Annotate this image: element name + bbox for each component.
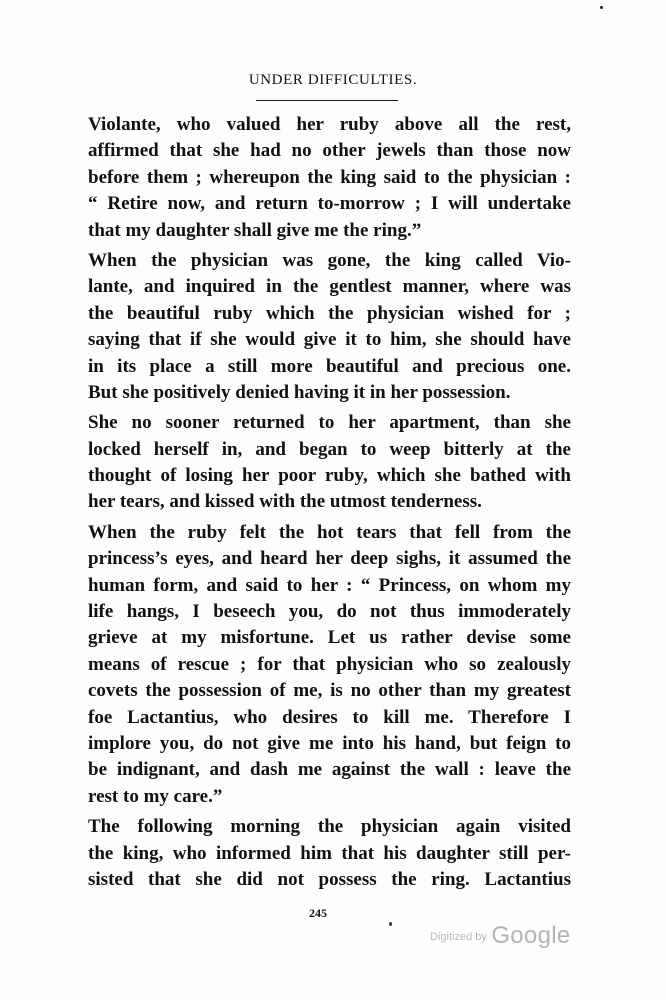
text-line: She no sooner returned to her apartment, than she [88, 412, 571, 434]
text-line: “ Retire now, and return to-morrow ; I will undertake [88, 193, 571, 215]
ink-speck [600, 6, 603, 9]
text-line: before them ; whereupon the king said to the physician : [88, 166, 571, 188]
text-line: be indignant, and dash me against the wall : leave the [88, 759, 571, 781]
text-line: locked herself in, and began to weep bitterly at the [88, 438, 571, 460]
body-text [88, 112, 571, 893]
text-line: the king, who informed him that his daughter still per- [88, 842, 571, 864]
text-line: lante, and inquired in the gentlest manner, where was [88, 276, 571, 298]
text-line: When the ruby felt the hot tears that fell from the [88, 521, 571, 543]
text-line: affirmed that she had no other jewels than those now [88, 140, 571, 162]
text-line: sisted that she did not possess the ring. Lactantius [88, 868, 571, 890]
paragraph [88, 248, 571, 406]
text-line: human form, and said to her : “ Princess, on whom my [88, 574, 571, 596]
paragraph [88, 814, 571, 893]
text-line: the beautiful ruby which the physician wished for ; [88, 302, 571, 324]
text-line: princess’s eyes, and heard her deep sighs, it assumed the [88, 548, 571, 570]
header-rule [256, 100, 398, 101]
text-line: When the physician was gone, the king called Vio- [88, 249, 571, 271]
text-line: in its place a still more beautiful and precious one. [88, 355, 571, 377]
digitized-watermark [430, 922, 571, 950]
text-line: means of rescue ; for that physician who so zealously [88, 653, 571, 675]
text-line: grieve at my misfortune. Let us rather devise some [88, 627, 571, 649]
text-line: that my daughter shall give me the ring.” [88, 219, 422, 241]
text-line: rest to my care.” [88, 785, 223, 807]
text-line: thought of losing her poor ruby, which she bathed with [88, 465, 571, 487]
text-line: covets the possession of me, is no other than my greatest [88, 680, 571, 702]
paragraph [88, 520, 571, 810]
text-line: But she positively denied having it in her possession. [88, 381, 511, 403]
text-line: Violante, who valued her ruby above all the rest, [88, 114, 571, 135]
watermark-prefix: Digitized by [430, 931, 487, 943]
text-line: The following morning the physician again visited [88, 816, 571, 838]
text-line: her tears, and kissed with the utmost tenderness. [88, 491, 482, 513]
watermark-brand: Google [491, 922, 571, 949]
text-line: foe Lactantius, who desires to kill me. Therefore I [88, 706, 571, 728]
text-line: implore you, do not give me into his hand, but feign to [88, 732, 571, 754]
paragraph [88, 112, 571, 244]
ink-speck [389, 922, 392, 926]
paragraph [88, 410, 571, 516]
running-title: UNDER DIFFICULTIES. [248, 72, 418, 88]
page-number: 245 [309, 906, 327, 920]
text-line: saying that if she would give it to him, she should have [88, 329, 571, 351]
text-line: life hangs, I beseech you, do not thus immoderately [88, 601, 571, 623]
